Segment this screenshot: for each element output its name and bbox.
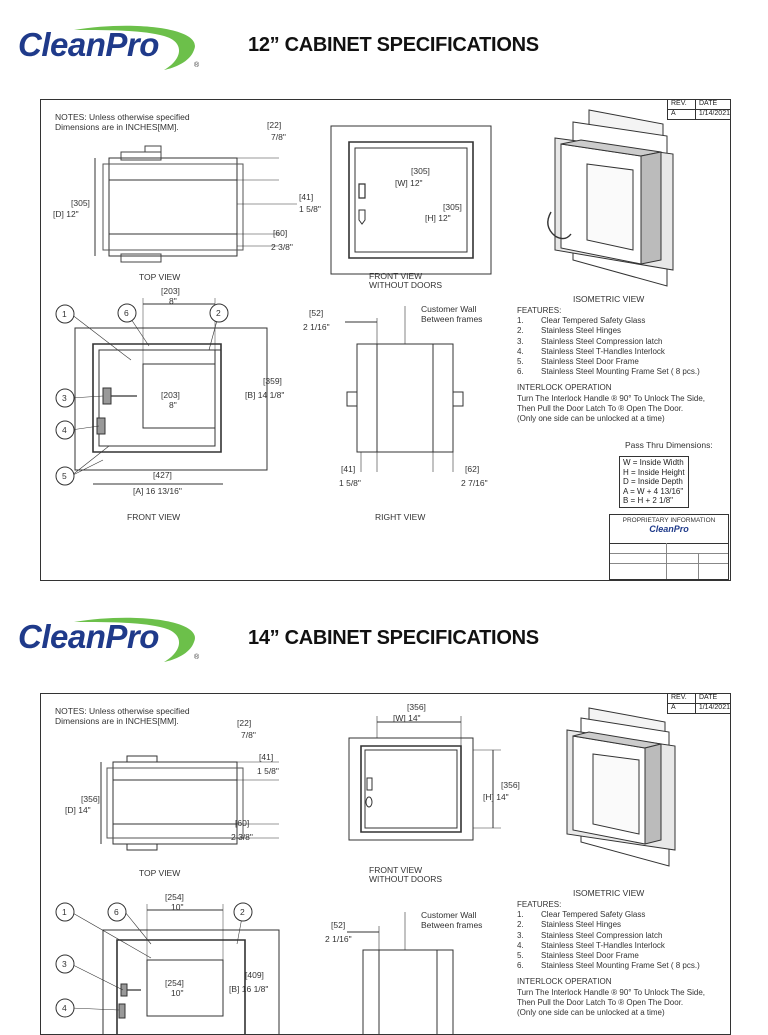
dim-fv-top-mm: [254] xyxy=(165,892,184,902)
features-title: FEATURES: xyxy=(517,900,562,909)
feature-item: 4. Stainless Steel T-Handles Interlock xyxy=(517,940,665,950)
dim-b-in: [B] 16 1/8" xyxy=(229,984,269,994)
callout-3: 3 xyxy=(62,393,67,403)
front-view-no-doors-label: FRONT VIEW WITHOUT DOORS xyxy=(369,271,443,290)
dim-b-mm: [409] xyxy=(245,970,264,980)
dim-fv-top-in: 8" xyxy=(169,296,177,306)
cleanpro-logo xyxy=(14,22,204,74)
page-title: 12” CABINET SPECIFICATIONS xyxy=(248,34,539,56)
dim-rv-right-in: 2 7/16" xyxy=(461,478,488,488)
callout-1: 1 xyxy=(62,907,67,917)
interlock-line: Then Pull the Door Latch To ® Open The Door. xyxy=(517,997,684,1007)
feature-item: 2. Stainless Steel Hinges xyxy=(517,326,622,336)
logo-text: CleanPro xyxy=(18,618,159,655)
cleanpro-logo xyxy=(14,614,204,666)
callout-6: 6 xyxy=(114,907,119,917)
rev-value: A xyxy=(668,704,696,713)
callout-1: 1 xyxy=(62,309,67,319)
dim-top-c-in: 2 3/8" xyxy=(271,242,293,252)
dim-d-in: [D] 12" xyxy=(53,209,79,219)
dim-d-mm: [305] xyxy=(71,198,90,208)
dim-top-c-mm: [60] xyxy=(273,228,288,238)
feature-item: 5. Stainless Steel Door Frame xyxy=(517,951,639,961)
registered-mark: ® xyxy=(194,654,200,661)
dim-w-mm: [356] xyxy=(407,702,426,712)
date-value: 1/14/2021 xyxy=(698,704,730,711)
callout-2: 2 xyxy=(240,907,245,917)
dim-fv-mid-mm: [203] xyxy=(161,390,180,400)
rev-label: REV. xyxy=(668,100,696,109)
feature-item: 2. Stainless Steel Hinges xyxy=(517,920,622,930)
interlock-title: INTERLOCK OPERATION xyxy=(517,383,612,393)
drawing-sheet xyxy=(40,693,731,1035)
callout-2: 2 xyxy=(216,308,221,318)
dim-top-b-mm: [41] xyxy=(299,192,314,202)
dim-w-in: [W] 14" xyxy=(393,713,421,723)
dim-top-c-mm: [60] xyxy=(235,818,250,828)
dim-top-b-in: 1 5/8" xyxy=(257,766,279,776)
dim-w-mm: [305] xyxy=(411,166,430,176)
feature-item: 6. Stainless Steel Mounting Frame Set ( 8 pcs.) xyxy=(517,367,700,377)
interlock-line: (Only one side can be unlocked at a time) xyxy=(517,1008,665,1018)
registered-mark: ® xyxy=(194,62,200,69)
isometric-view-label: ISOMETRIC VIEW xyxy=(573,888,645,898)
dim-d-mm: [356] xyxy=(81,794,100,804)
callout-4: 4 xyxy=(62,1003,67,1013)
callout-3: 3 xyxy=(62,959,67,969)
feature-item: 6. Stainless Steel Mounting Frame Set ( 8 pcs.) xyxy=(517,961,700,971)
title-block xyxy=(609,514,729,580)
drawing-notes: NOTES: Unless otherwise specified Dimensions are in INCHES[MM]. xyxy=(55,112,190,132)
interlock-line: Turn The Interlock Handle ® 90° To Unlock The Side, xyxy=(517,393,706,403)
rev-label: REV. xyxy=(668,694,696,703)
dim-top-a-in: 7/8" xyxy=(271,132,286,142)
feature-item: 1. Clear Tempered Safety Glass xyxy=(517,316,646,326)
dim-h-mm: [305] xyxy=(443,202,462,212)
dim-fv-mid-mm: [254] xyxy=(165,978,184,988)
dim-b-in: [B] 14 1/8" xyxy=(245,390,285,400)
feature-item: 3. Stainless Steel Compression latch xyxy=(517,930,663,940)
dim-h-in: [H] 12" xyxy=(425,213,451,223)
rev-value: A xyxy=(668,110,696,119)
pass-thru-box xyxy=(619,456,689,508)
drawing-sheet xyxy=(40,99,731,581)
dim-rv-left-mm: [41] xyxy=(341,464,356,474)
feature-item: 1. Clear Tempered Safety Glass xyxy=(517,910,646,920)
dim-top-a-mm: [22] xyxy=(267,120,282,130)
pass-thru-a: A = W + 4 13/16" xyxy=(623,486,684,496)
proprietary-label: PROPRIETARY INFORMATION xyxy=(622,517,716,524)
interlock-line: (Only one side can be unlocked at a time) xyxy=(517,414,665,424)
date-value: 1/14/2021 xyxy=(698,110,730,117)
pass-thru-w: W = Inside Width xyxy=(623,458,684,467)
drawing-notes: NOTES: Unless otherwise specified Dimensions are in INCHES[MM]. xyxy=(55,706,190,726)
dim-fv-mid-in: 8" xyxy=(169,400,177,410)
revision-block xyxy=(667,100,730,120)
interlock-line: Turn The Interlock Handle ® 90° To Unlock The Side, xyxy=(517,987,706,997)
dim-b-mm: [359] xyxy=(263,376,282,386)
pass-thru-h: H = Inside Height xyxy=(623,467,685,477)
dim-top-c-in: 2 3/8" xyxy=(231,832,253,842)
pass-thru-title: Pass Thru Dimensions: xyxy=(625,440,713,450)
dim-a-in: [A] 16 13/16" xyxy=(133,486,182,496)
features-list xyxy=(517,900,705,1018)
dim-fv-top-mm: [203] xyxy=(161,286,180,296)
dim-top-a-in: 7/8" xyxy=(241,730,256,740)
dim-rv-wall-in: 2 1/16" xyxy=(303,322,330,332)
dim-h-mm: [356] xyxy=(501,780,520,790)
right-view-label: RIGHT VIEW xyxy=(375,512,426,522)
feature-item: 4. Stainless Steel T-Handles Interlock xyxy=(517,346,665,356)
interlock-title: INTERLOCK OPERATION xyxy=(517,977,612,987)
date-label: DATE xyxy=(699,694,718,701)
dim-top-b-in: 1 5/8" xyxy=(299,204,321,214)
revision-block xyxy=(667,694,730,714)
features-list xyxy=(517,306,705,424)
callout-5: 5 xyxy=(62,471,67,481)
page-title: 14” CABINET SPECIFICATIONS xyxy=(248,627,539,649)
dim-rv-left-in: 1 5/8" xyxy=(339,478,361,488)
pass-thru-d: D = Inside Depth xyxy=(623,477,683,486)
dim-rv-right-mm: [62] xyxy=(465,464,480,474)
customer-wall-label: Customer Wall Between frames xyxy=(421,910,483,930)
date-label: DATE xyxy=(699,100,718,107)
interlock-line: Then Pull the Door Latch To ® Open The Door. xyxy=(517,403,684,413)
dim-rv-wall-mm: [52] xyxy=(309,308,324,318)
dim-rv-wall-in: 2 1/16" xyxy=(325,934,352,944)
customer-wall-label: Customer Wall Between frames xyxy=(421,304,483,324)
isometric-view-label: ISOMETRIC VIEW xyxy=(573,294,645,304)
front-view-no-doors-label: FRONT VIEW WITHOUT DOORS xyxy=(369,865,443,884)
callout-6: 6 xyxy=(124,308,129,318)
dim-top-b-mm: [41] xyxy=(259,752,274,762)
dim-fv-top-in: 10" xyxy=(171,902,184,912)
feature-item: 5. Stainless Steel Door Frame xyxy=(517,357,639,367)
top-view-label: TOP VIEW xyxy=(139,868,181,878)
dim-rv-wall-mm: [52] xyxy=(331,920,346,930)
dim-a-mm: [427] xyxy=(153,470,172,480)
callout-4: 4 xyxy=(62,425,67,435)
pass-thru-b: B = H + 2 1/8" xyxy=(623,496,673,505)
front-view-label: FRONT VIEW xyxy=(127,512,181,522)
dim-top-a-mm: [22] xyxy=(237,718,252,728)
top-view-label: TOP VIEW xyxy=(139,272,181,282)
dim-h-in: [H] 14" xyxy=(483,792,509,802)
dim-w-in: [W] 12" xyxy=(395,178,423,188)
dim-d-in: [D] 14" xyxy=(65,805,91,815)
features-title: FEATURES: xyxy=(517,306,562,315)
logo-text: CleanPro xyxy=(18,26,159,63)
feature-item: 3. Stainless Steel Compression latch xyxy=(517,336,663,346)
dim-fv-mid-in: 10" xyxy=(171,988,184,998)
title-block-brand: CleanPro xyxy=(649,524,689,534)
